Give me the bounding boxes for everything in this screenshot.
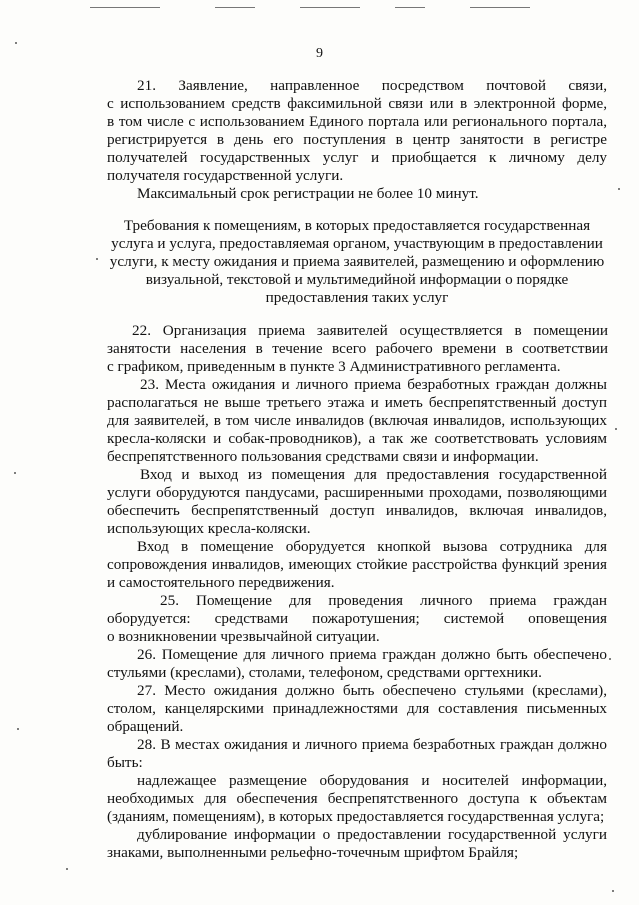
paragraph-28-item-line: (зданиям, помещениям), в которых предоставляется государственная услуга; (107, 808, 605, 825)
paragraph-28-item-line: надлежащее размещение оборудования и носителей информации, (137, 772, 607, 789)
paragraph-22-line: 22. Организация приема заявителей осуществляется в помещении (132, 322, 608, 339)
paragraph-27-line: столом, канцелярскими принадлежностями для составления письменных (107, 700, 607, 717)
scan-speck (66, 868, 68, 870)
paragraph-23-line: кресла-коляски и собак-проводников), а так же соответствовать условиям (107, 430, 607, 447)
paragraph-21-line: 21. Заявление, направленное посредством почтовой связи, (137, 77, 607, 94)
paragraph-28-line: быть: (107, 754, 143, 771)
paragraph-21-line: с использованием средств факсимильной связи или в электронной форме, (107, 95, 607, 112)
paragraph-21-line: получателя государственной услуги. (107, 167, 344, 184)
paragraph-28-item-line: необходимых для обеспечения беспрепятственного доступа к объектам (107, 790, 607, 807)
paragraph-23-entrance-line: услуги оборудуются пандусами, расширенными проходами, позволяющими (107, 484, 607, 501)
paragraph-25-line: 25. Помещение для проведения личного приема граждан (160, 592, 607, 609)
paragraph-26-line: 26. Помещение для личного приема граждан должно быть обеспечено (137, 646, 607, 663)
paragraph-26-line: стульями (креслами), столами, телефоном, средствами оргтехники. (107, 664, 542, 681)
paragraph-23-entrance-line: использующих кресла-коляски. (107, 520, 311, 537)
scan-edge-mark (90, 7, 160, 8)
scan-speck (96, 258, 98, 260)
paragraph-25-line: о возникновении чрезвычайной ситуации. (107, 628, 380, 645)
paragraph-27-line: обращений. (107, 718, 184, 735)
paragraph-23-line: 23. Места ожидания и личного приема безработных граждан должны (140, 376, 607, 393)
page-number: 9 (316, 46, 323, 61)
paragraph-28-item-line: дублирование информации о предоставлении государственной услуги (137, 826, 607, 843)
paragraph-23-button-line: сопровождения инвалидов, имеющих стойкие расстройства функций зрения (107, 556, 607, 573)
scan-edge-mark (395, 7, 425, 8)
section-heading-line: предоставления таких услуг (265, 289, 449, 306)
scan-edge-mark (300, 7, 360, 8)
paragraph-23-line: беспрепятственного пользования средствами связи и информации. (107, 448, 539, 465)
paragraph-23-button-line: Вход в помещение оборудуется кнопкой вызова сотрудника для (137, 538, 607, 555)
section-heading-line: визуальной, текстовой и мультимедийной информации о порядке (145, 271, 569, 288)
scan-speck (609, 658, 611, 660)
paragraph-21-line: получателей государственных услуг и приобщается к личному делу (107, 149, 607, 166)
paragraph-22-line: занятости населения в течение всего рабочего времени в соответствии (107, 340, 608, 357)
paragraph-23-entrance-line: Вход и выход из помещения для предоставления государственной (140, 466, 607, 483)
scan-speck (15, 42, 17, 44)
paragraph-23-line: располагаться не выше третьего этажа и иметь беспрепятственный доступ (107, 394, 607, 411)
scan-speck (612, 890, 614, 892)
paragraph-21-line: в том числе с использованием Единого портала или регионального портала, (107, 113, 607, 130)
paragraph-25-line: оборудуется: средствами пожаротушения; системой оповещения (107, 610, 607, 627)
scan-speck (14, 472, 16, 474)
scan-edge-mark (470, 7, 530, 8)
paragraph-27-line: 27. Место ожидания должно быть обеспечено стульями (креслами), (137, 682, 607, 699)
section-heading-line: услуги, к месту ожидания и приема заявителей, размещению и оформлению (109, 253, 605, 270)
paragraph-28-item-line: знаками, выполненными рельефно-точечным шрифтом Брайля; (107, 844, 519, 861)
scan-edge-mark (215, 7, 255, 8)
scan-speck (618, 188, 620, 190)
paragraph-21-line: регистрируется в день его поступления в центр занятости в регистре (107, 131, 607, 148)
paragraph-28-line: 28. В местах ожидания и личного приема безработных граждан должно (137, 736, 607, 753)
paragraph-23-entrance-line: обеспечить беспрепятственный доступ инвалидов, включая инвалидов, (107, 502, 607, 519)
paragraph-23-button-line: и самостоятельного передвижения. (107, 574, 335, 591)
section-heading-line: Требования к помещениям, в которых предоставляется государственная (123, 217, 591, 234)
scan-speck (615, 428, 617, 430)
paragraph-22-line: с графиком, приведенным в пункте 3 Административного регламента. (107, 358, 561, 375)
paragraph-21-line: Максимальный срок регистрации не более 10 минут. (137, 185, 479, 202)
paragraph-23-line: для заявителей, в том числе инвалидов (включая инвалидов, использующих (107, 412, 607, 429)
scan-speck (17, 728, 19, 730)
section-heading-line: услуга и услуга, предоставляемая органом, участвующим в предоставлении (111, 235, 603, 252)
